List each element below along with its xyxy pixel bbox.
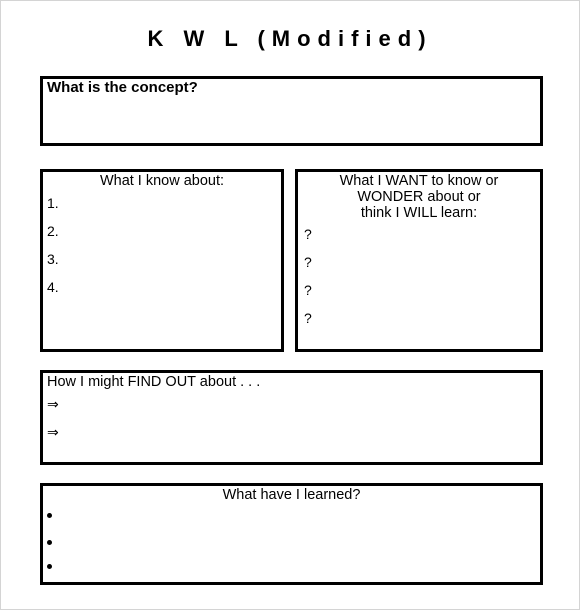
- bullet-icon: [47, 513, 52, 518]
- want-heading-line-2: WONDER about or: [357, 189, 481, 205]
- want-item: ?: [304, 226, 312, 242]
- want-heading-line-1: What I WANT to know or: [339, 173, 499, 189]
- learned-box: [40, 483, 543, 585]
- find-out-arrow-icon: ⇒: [47, 397, 59, 413]
- know-box: [40, 169, 284, 352]
- want-item: ?: [304, 254, 312, 270]
- know-item: 4.: [47, 279, 59, 295]
- want-heading-line-3: think I WILL learn:: [360, 205, 478, 221]
- find-out-arrow-icon: ⇒: [47, 425, 59, 441]
- find-out-box: [40, 370, 543, 465]
- bullet-icon: [47, 540, 52, 545]
- concept-box: [40, 76, 543, 146]
- want-box: [295, 169, 543, 352]
- bullet-icon: [47, 564, 52, 569]
- concept-heading: What is the concept?: [47, 79, 198, 96]
- want-item: ?: [304, 282, 312, 298]
- learned-heading: What have I learned?: [222, 487, 361, 503]
- know-item: 2.: [47, 223, 59, 239]
- page-title: K W L (Modified): [147, 26, 433, 51]
- want-item: ?: [304, 310, 312, 326]
- find-out-heading: How I might FIND OUT about . . .: [47, 374, 261, 390]
- know-item: 1.: [47, 195, 59, 211]
- know-heading: What I know about:: [99, 173, 225, 189]
- know-item: 3.: [47, 251, 59, 267]
